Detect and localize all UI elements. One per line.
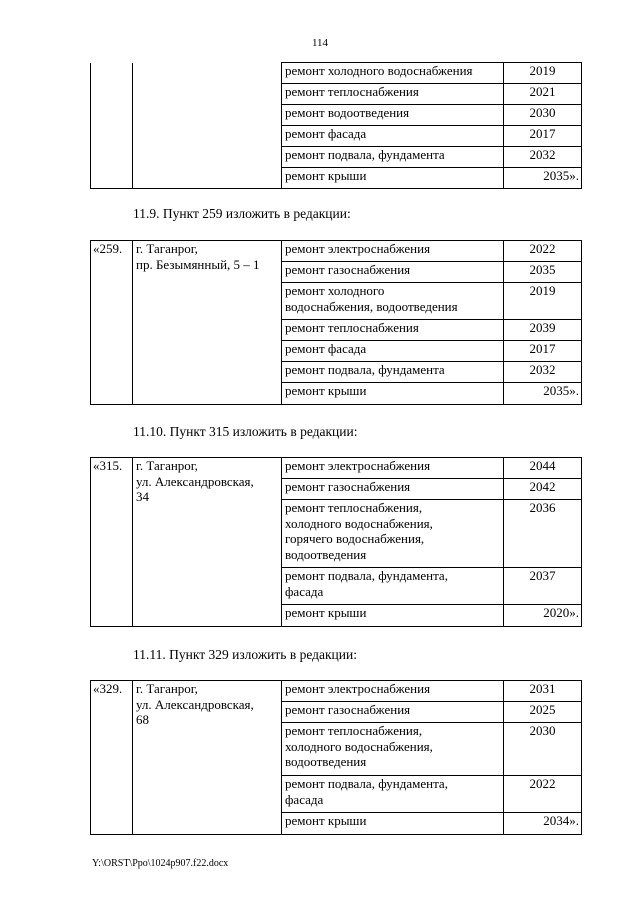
address-line: ул. Александровская, [136,473,254,489]
year-cell: 2020». [504,605,582,627]
work-cell [282,568,504,605]
section-heading: 11.9. Пункт 259 изложить в редакции: [133,206,351,221]
work-line: фасада [285,791,324,807]
work-cell: ремонт водоотведения [282,105,504,126]
address-line: г. Таганрог, [136,681,198,696]
work-cell: ремонт холодного водоснабжения [282,63,504,84]
item-number: «315. [91,458,133,627]
work-line: ремонт теплоснабжения, [285,723,423,738]
work-line: водоснабжения, водоотведения [285,298,458,314]
year-cell: 2035». [504,383,582,405]
work-cell [282,500,504,568]
address-cell-empty [133,63,282,189]
item-number: «329. [91,681,133,835]
work-cell: ремонт газоснабжения [282,262,504,283]
work-cell: ремонт теплоснабжения [282,320,504,341]
work-cell: ремонт подвала, фундамента [282,362,504,383]
work-line: водоотведения [285,754,367,769]
year-cell: 2044 [504,458,582,479]
address-line: г. Таганрог, [136,458,198,473]
year-cell: 2031 [504,681,582,702]
address-cell [133,458,282,627]
work-cell: ремонт газоснабжения [282,479,504,500]
work-cell: ремонт подвала, фундамента [282,147,504,168]
year-cell: 2019 [504,283,582,320]
year-cell: 2034». [504,813,582,835]
year-cell: 2030 [504,105,582,126]
address-line: пр. Безымянный, 5 – 1 [136,256,260,272]
address-line: ул. Александровская, [136,696,254,712]
work-cell [282,723,504,776]
year-cell: 2032 [504,147,582,168]
work-cell: ремонт фасада [282,341,504,362]
repair-table-329 [90,680,582,835]
work-cell: ремонт теплоснабжения [282,84,504,105]
year-cell: 2025 [504,702,582,723]
address-line: 34 [136,489,149,504]
work-line: ремонт теплоснабжения, [285,500,423,515]
year-cell: 2017 [504,126,582,147]
year-cell: 2039 [504,320,582,341]
work-line: ремонт подвала, фундамента, [285,568,448,583]
repair-table-315 [90,457,582,627]
year-cell: 2030 [504,723,582,776]
page-number: 114 [311,37,329,49]
year-cell: 2035». [504,168,582,189]
work-cell: ремонт крыши [282,168,504,189]
year-cell: 2022 [504,241,582,262]
year-cell: 2037 [504,568,582,605]
work-cell: ремонт крыши [282,383,504,405]
number-cell-empty [91,63,133,189]
repair-table-259 [90,240,582,405]
work-cell: ремонт электроснабжения [282,458,504,479]
year-cell: 2017 [504,341,582,362]
address-line: 68 [136,712,149,727]
work-line: ремонт подвала, фундамента, [285,776,448,791]
work-line: ремонт холодного [285,283,385,298]
year-cell: 2035 [504,262,582,283]
year-cell: 2022 [504,776,582,813]
section-heading: 11.11. Пункт 329 изложить в редакции: [133,647,357,662]
continued-repair-table [90,62,582,189]
year-cell: 2036 [504,500,582,568]
work-line: холодного водоснабжения, [285,738,433,754]
year-cell: 2019 [504,63,582,84]
work-cell [282,283,504,320]
work-line: водоотведения [285,546,367,562]
work-line: фасада [285,583,324,599]
section-heading: 11.10. Пункт 315 изложить в редакции: [133,424,358,439]
work-line: холодного водоснабжения, [285,515,433,531]
address-line: г. Таганрог, [136,241,198,256]
work-cell [282,776,504,813]
address-cell [133,681,282,835]
work-cell: ремонт электроснабжения [282,681,504,702]
year-cell: 2021 [504,84,582,105]
work-cell: ремонт газоснабжения [282,702,504,723]
address-cell [133,241,282,405]
work-line: горячего водоснабжения, [285,531,425,546]
year-cell: 2032 [504,362,582,383]
item-number: «259. [91,241,133,405]
work-cell: ремонт крыши [282,813,504,835]
work-cell: ремонт крыши [282,605,504,627]
year-cell: 2042 [504,479,582,500]
work-cell: ремонт фасада [282,126,504,147]
footer-file-path: Y:\ORST\Ppo\1024p907.f22.docx [92,858,229,869]
work-cell: ремонт электроснабжения [282,241,504,262]
